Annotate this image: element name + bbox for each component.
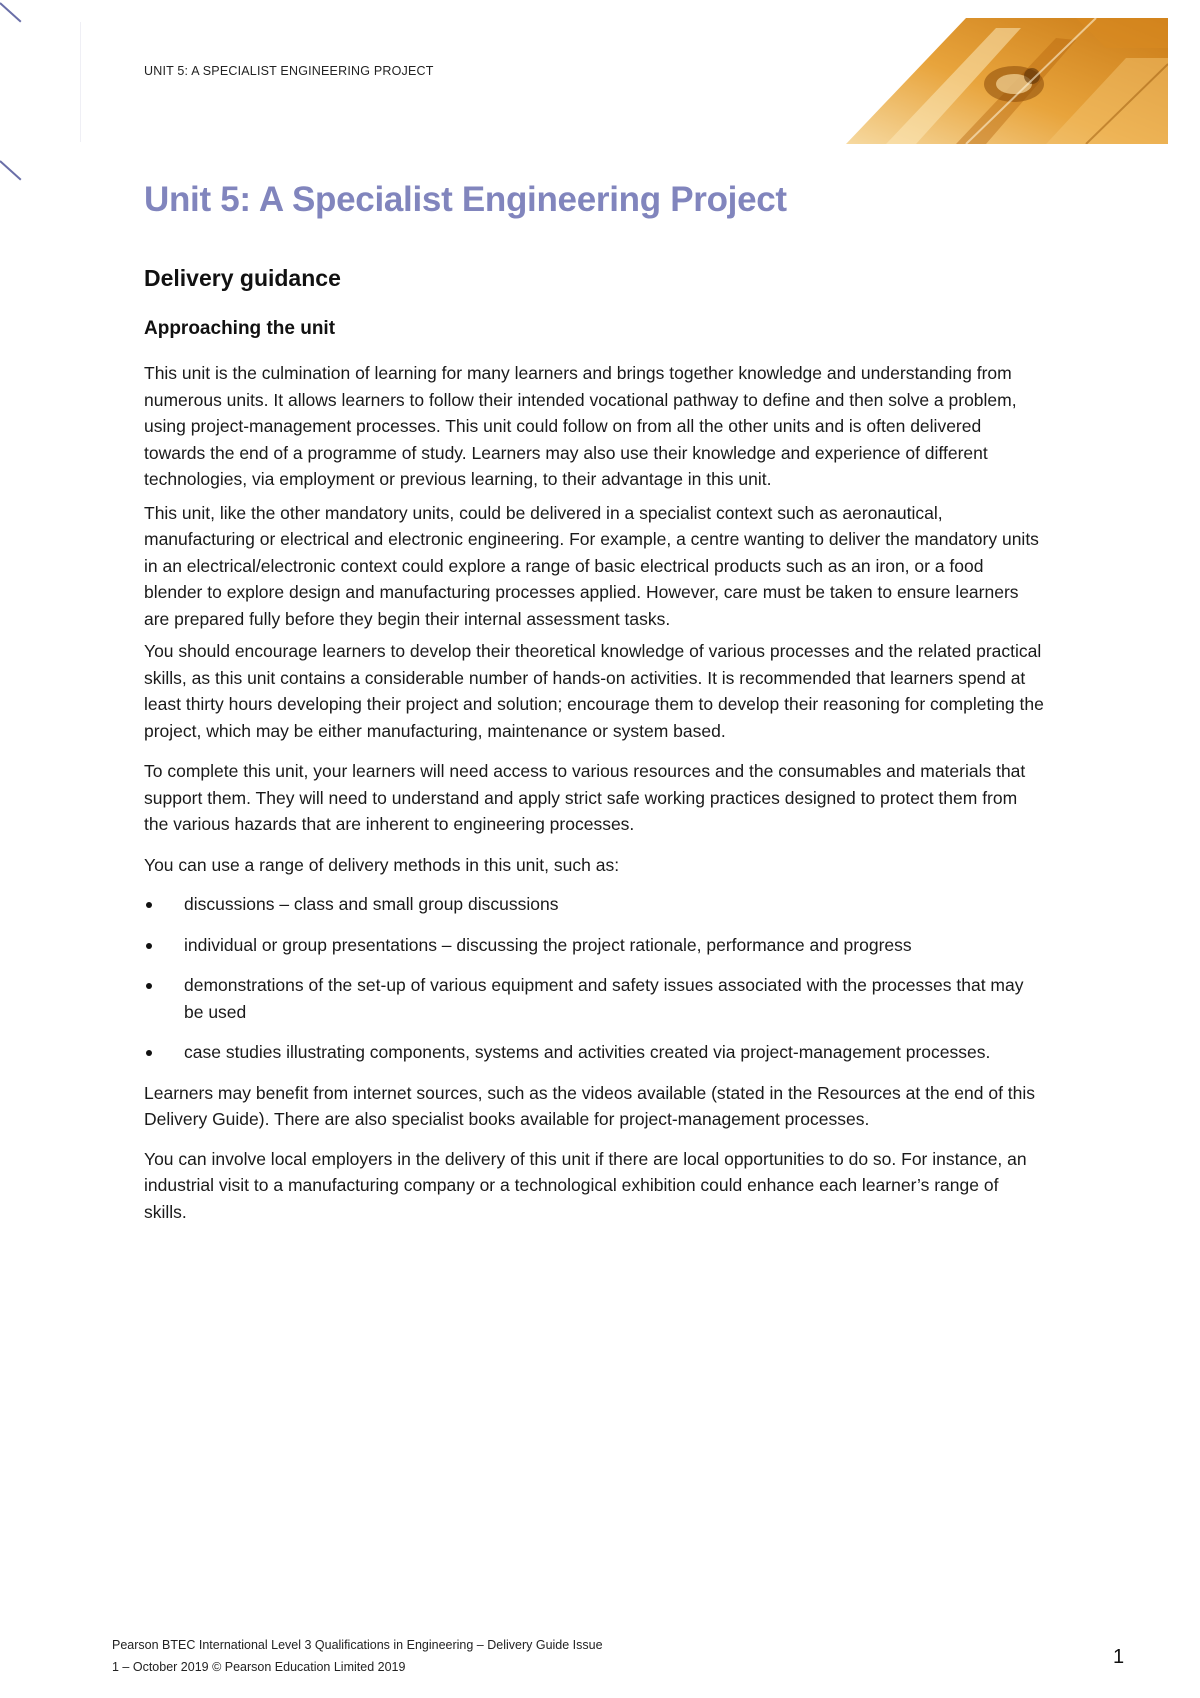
body-paragraph: You should encourage learners to develop their theoretical knowledge of various processes and the related practical skills, as this unit contains a considerable number of hands-on activities. It is recommended that learners spend at least thirty hours developing their project and solution; encourage them to develop their reasoning for completing the project, which may be either manufacturing, maintenance or system based.	[144, 641, 1044, 741]
bullet-icon	[146, 1050, 152, 1056]
body-paragraph: To complete this unit, your learners will need access to various resources and the consumables and materials that support them. They will need to understand and apply strict safe working practices designed to protect them from the various hazards that are inherent to engineering processes.	[144, 761, 1026, 834]
body-paragraph: Learners may benefit from internet sources, such as the videos available (stated in the Resources at the end of this Delivery Guide). There are also specialist books available for project-management processes.	[144, 1082, 1036, 1129]
bullet-icon	[146, 902, 152, 908]
corner-decoration	[0, 160, 21, 180]
bullet-icon	[146, 983, 152, 989]
footer-line: 1 – October 2019 © Pearson Education Limited 2019	[112, 1660, 406, 1674]
list-item	[144, 972, 1044, 1025]
page-title: Unit 5: A Specialist Engineering Project	[144, 180, 787, 219]
body-paragraph: This unit is the culmination of learning for many learners and brings together knowledge and understanding from numerous units. It allows learners to follow their intended vocational pathway to define and then solve a problem, using project-management processes. This unit could follow on from all the other units and is often delivered towards the end of a programme of study. Learners may also use their knowledge and experience of different technologies, via employment or previous learning, to their advantage in this unit.	[144, 363, 1017, 489]
subsection-heading: Approaching the unit	[144, 318, 336, 339]
body-paragraph: You can use a range of delivery methods in this unit, such as:	[144, 854, 620, 875]
list-item-text: individual or group presentations – discussing the project rationale, performance and progress	[184, 934, 912, 955]
list-item	[144, 891, 1044, 918]
footer-line: Pearson BTEC International Level 3 Qualifications in Engineering – Delivery Guide Issue	[112, 1638, 603, 1652]
list-item-text: case studies illustrating components, systems and activities created via project-management processes.	[184, 1042, 991, 1062]
delivery-methods-list	[144, 891, 1044, 1066]
bullet-icon	[146, 943, 152, 949]
list-item	[144, 932, 1044, 959]
page-footer	[112, 1634, 672, 1678]
list-item	[144, 1039, 1044, 1066]
corner-decoration	[0, 2, 21, 22]
margin-rule	[80, 22, 81, 142]
body-paragraph: You can involve local employers in the delivery of this unit if there are local opportunities to do so. For instance, an industrial visit to a manufacturing company or a technological exhibition could enhance each learner’s range of skills.	[144, 1148, 1027, 1222]
list-item-text: discussions – class and small group discussions	[184, 894, 559, 914]
page-number: 1	[1113, 1646, 1125, 1668]
running-header: UNIT 5: A SPECIALIST ENGINEERING PROJECT	[144, 64, 434, 78]
main-content	[144, 172, 1044, 1225]
section-heading: Delivery guidance	[144, 265, 341, 291]
list-item-text: demonstrations of the set-up of various equipment and safety issues associated with the processes that may be used	[184, 975, 1024, 1022]
header-banner-image	[846, 18, 1168, 144]
body-paragraph: This unit, like the other mandatory units, could be delivered in a specialist context such as aeronautical, manufacturing or electrical and electronic engineering. For example, a centre wanting to deliver the mandatory units in an electrical/electronic context could explore a range of basic electrical products such as an iron, or a food blender to explore design and manufacturing processes applied. However, care must be taken to ensure learners are prepared fully before they begin their internal assessment tasks.	[144, 502, 1039, 629]
